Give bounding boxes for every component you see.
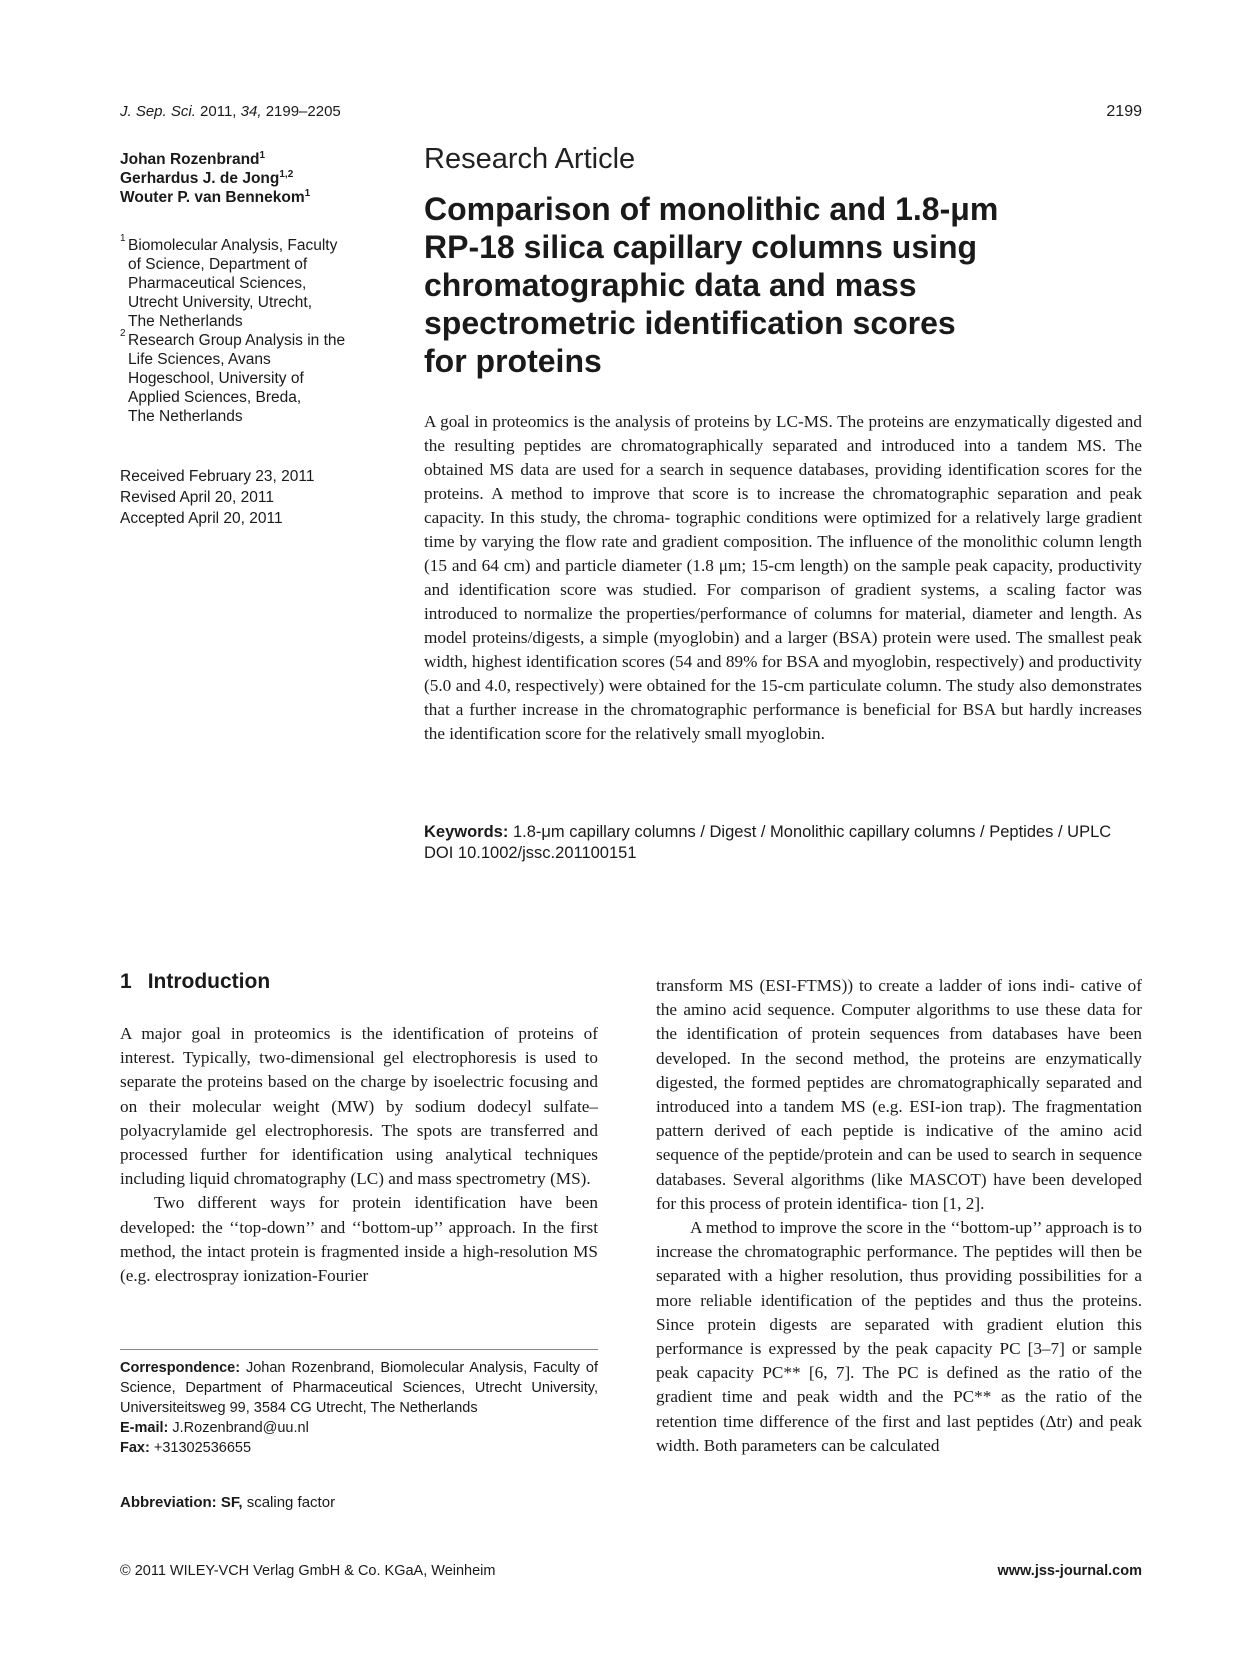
paragraph: A method to improve the score in the ‘‘bottom-up’’ approach is to increase the chromatographic performance. The peptides will then be separated with a higher resolution, thus providing possibilities for a more reliable identification of the peptides and thus the proteins. Since protein digests are separated with gradient elution this performance is expressed by the peak capacity PC [3–7] or sample peak capacity PC** [6, 7]. The PC is defined as the ratio of the gradient time and peak width and the PC** as the ratio of the retention time difference of the first and last peptides (Δtr) and peak width. Both parameters can be calculated [656,1218,1142,1455]
journal-pages: 2199–2205 [265,103,341,120]
paragraph: Two different ways for protein identification have been developed: the ‘‘top-down’’ and ‘‘bottom-up’’ approach. In the first method, the intact protein is fragmented inside a high-resolution MS (e.g. electrospray ionization-Fourier [120,1193,598,1286]
article-title: Comparison of monolithic and 1.8-μm RP-18 silica capillary columns using chromatographic data and mass spectrometric identification scores for proteins [424,191,999,379]
section-heading [120,970,270,994]
correspondence-address: Johan Rozenbrand, Biomolecular Analysis, Faculty of Science, Department of Pharmaceutical Sciences, Utrecht University, Universiteitsweg 99, 3584 CG Utrecht, The Netherlands [120,1360,598,1416]
affiliations [120,233,382,426]
accepted-date: Accepted April 20, 2011 [120,510,283,527]
abbreviation-text: scaling factor [246,1494,336,1511]
running-header [120,103,1142,120]
keywords-block [424,822,1142,864]
doi[interactable]: DOI 10.1002/jssc.201100151 [424,844,637,862]
paragraph: A major goal in proteomics is the identification of proteins of interest. Typically, two-dimensional gel electrophoresis is used to separate the proteins based on the charge by isoelectric focusing and on their molecular weight (MW) by sodium dodecyl sulfate–polyacrylamide gel electrophoresis. The spots are transferred and processed further for identification using analytical techniques including liquid chromatography (LC) and mass spectrometry (MS). [120,1024,598,1189]
keywords-label: Keywords: [424,823,509,841]
copyright-notice: © 2011 WILEY-VCH Verlag GmbH & Co. KGaA, Weinheim [120,1563,496,1579]
revised-date: Revised April 20, 2011 [120,489,274,506]
journal-year: 2011, [200,103,237,120]
body-right-column [656,974,1142,1458]
affiliation: 2 Research Group Analysis in the Life Sciences, Avans Hogeschool, University of Applied Sciences, Breda, The Netherlands [120,328,346,425]
correspondence-block [120,1358,598,1458]
journal-volume: 34, [240,103,262,120]
journal-name: J. Sep. Sci. [120,103,196,120]
correspondence-label: Correspondence: [120,1360,241,1376]
paragraph: transform MS (ESI-FTMS)) to create a ladder of ions indi- cative of the amino acid sequence. Computer algorithms to use these data for the identification of protein sequences from databases have been developed. In the second method, the proteins are enzymatically digested, the formed peptides are chromatographically separated and introduced into a tandem MS (e.g. ESI-ion trap). The fragmentation pattern derived of each peptide is indicative of the amino acid sequence of the peptide/protein and can be used to search in sequence databases. Several algorithms (like MASCOT) have been developed for this process of protein identifica- tion [1, 2]. [656,976,1142,1213]
author: Gerhardus J. de Jong$^{1,2}$ [120,168,294,187]
affiliation: 1 Biomolecular Analysis, Faculty of Science, Department of Pharmaceutical Sciences, Utrecht University, Utrecht, The Netherlands [120,233,338,330]
body-left-column [120,1022,598,1288]
footnote-divider [120,1349,598,1350]
author: Johan Rozenbrand$^1$ [120,149,266,168]
received-date: Received February 23, 2011 [120,468,315,485]
email-link[interactable]: J.Rozenbrand@uu.nl [172,1420,309,1436]
email-label: E-mail: [120,1420,169,1436]
fax-number: +31302536655 [153,1440,252,1456]
keywords: 1.8-μm capillary columns / Digest / Monolithic capillary columns / Peptides / UPLC [512,823,1112,841]
article-type: Research Article [424,143,636,175]
author-list [120,150,380,207]
abbreviation-label: Abbreviation: SF, [120,1494,243,1511]
page-number: 2199 [1106,103,1142,120]
author: Wouter P. van Bennekom$^1$ [120,187,311,206]
fax-label: Fax: [120,1440,150,1456]
abstract: A goal in proteomics is the analysis of proteins by LC-MS. The proteins are enzymatically digested and the resulting peptides are chromatographically separated and introduced into a tandem MS. The obtained MS data are used for a search in sequence databases, providing identification scores for the proteins. A method to improve that score is to increase the chromatographic separation and peak capacity. In this study, the chroma- tographic conditions were optimized for a relatively large gradient time by varying the flow rate and gradient composition. The influence of the monolithic column length (15 and 64 cm) and particle diameter (1.8 μm; 15-cm length) on the sample peak capacity, productivity and identification score was studied. For comparison of gradient systems, a scaling factor was introduced to normalize the properties/performance of columns for material, diameter and length. As model proteins/digests, a simple (myoglobin) and a larger (BSA) protein were used. The smallest peak width, highest identification scores (54 and 89% for BSA and myoglobin, respectively) and productivity (5.0 and 4.0, respectively) were obtained for the 15-cm particulate column. The study also demonstrates that a further increase in the chromatographic performance is beneficial for BSA but hardly increases the identification score for the relatively small myoglobin. [424,412,1142,743]
journal-website-link[interactable]: www.jss-journal.com [997,1563,1142,1579]
submission-dates [120,466,380,529]
section-title: Introduction [147,970,271,993]
abbreviation-note [120,1494,598,1511]
section-number: 1 [120,970,132,993]
